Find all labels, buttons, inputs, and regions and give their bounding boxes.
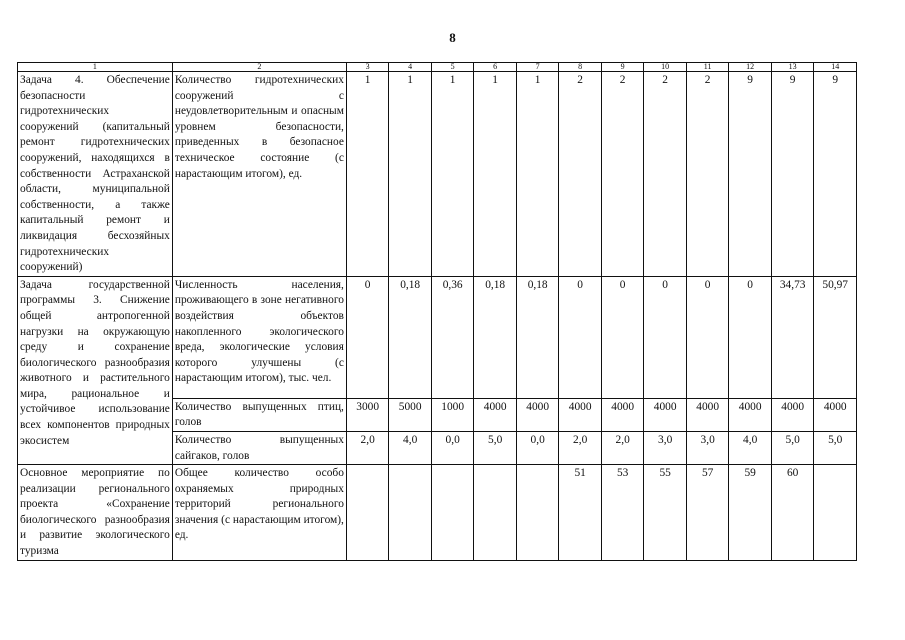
value-cell: 57: [686, 465, 729, 561]
value-cell: 1: [474, 72, 517, 277]
value-cell: 0: [729, 276, 772, 398]
value-cell: 59: [729, 465, 772, 561]
indicator-cell: Общее количество особо охраняемых природных территорий регионального значения (с нарастающим итогом), ед.: [172, 465, 346, 561]
column-number: 13: [771, 63, 814, 72]
table-row: [18, 276, 857, 398]
value-cell: 51: [559, 465, 602, 561]
value-cell: 50,97: [814, 276, 857, 398]
value-cell: 1: [346, 72, 389, 277]
indicator-cell: Количество выпущенных птиц, голов: [172, 398, 346, 431]
value-cell: 4000: [771, 398, 814, 431]
value-cell: 4000: [559, 398, 602, 431]
value-cell: [474, 465, 517, 561]
value-cell: 4000: [474, 398, 517, 431]
column-number: 3: [346, 63, 389, 72]
column-number: 7: [516, 63, 559, 72]
indicator-cell: Количество гидротехнических сооружений с неудовлетворительным и опасным уровнем безопасности, приведенных в безопасное техническое состояние (с нарастающим итогом), ед.: [172, 72, 346, 277]
value-cell: 1: [431, 72, 474, 277]
value-cell: 1: [516, 72, 559, 277]
value-cell: 2: [559, 72, 602, 277]
value-cell: 5,0: [771, 431, 814, 464]
value-cell: 3000: [346, 398, 389, 431]
value-cell: 60: [771, 465, 814, 561]
value-cell: [346, 465, 389, 561]
column-number: 12: [729, 63, 772, 72]
value-cell: [389, 465, 432, 561]
column-number: 11: [686, 63, 729, 72]
column-number: 10: [644, 63, 687, 72]
value-cell: 2: [644, 72, 687, 277]
value-cell: 0,0: [431, 431, 474, 464]
table-row: [18, 465, 857, 561]
value-cell: 4000: [729, 398, 772, 431]
value-cell: 0: [346, 276, 389, 398]
task-cell: Задача государственной программы 3. Снижение общей антропогенной нагрузки на окружающую среду и сохранение биологического разнообразия животного и растительного мира, рациональное и устойчивое использование всех компонентов природных экосистем: [18, 276, 173, 464]
indicators-table: [17, 62, 857, 561]
column-number: 8: [559, 63, 602, 72]
column-header-row: [18, 63, 857, 72]
value-cell: 2,0: [559, 431, 602, 464]
indicator-cell: Численность населения, проживающего в зоне негативного воздействия объектов накопленного экологического вреда, экологические условия которого улучшены (с нарастающим итогом), тыс. чел.: [172, 276, 346, 398]
value-cell: 0,36: [431, 276, 474, 398]
column-number: 6: [474, 63, 517, 72]
value-cell: 3,0: [686, 431, 729, 464]
value-cell: 2,0: [601, 431, 644, 464]
value-cell: 0,18: [516, 276, 559, 398]
value-cell: [516, 465, 559, 561]
column-number: 5: [431, 63, 474, 72]
value-cell: 9: [814, 72, 857, 277]
value-cell: 0,18: [389, 276, 432, 398]
column-number: 14: [814, 63, 857, 72]
value-cell: 4000: [516, 398, 559, 431]
page-number: 8: [449, 30, 456, 45]
value-cell: 4000: [814, 398, 857, 431]
value-cell: 3,0: [644, 431, 687, 464]
value-cell: 9: [771, 72, 814, 277]
value-cell: 0,0: [516, 431, 559, 464]
value-cell: 34,73: [771, 276, 814, 398]
column-number: 1: [18, 63, 173, 72]
value-cell: 53: [601, 465, 644, 561]
value-cell: [431, 465, 474, 561]
value-cell: 0: [686, 276, 729, 398]
column-number: 4: [389, 63, 432, 72]
value-cell: 1: [389, 72, 432, 277]
value-cell: 5000: [389, 398, 432, 431]
table-row: [18, 72, 857, 277]
value-cell: 2,0: [346, 431, 389, 464]
value-cell: 4000: [686, 398, 729, 431]
task-cell: Основное мероприятие по реализации регионального проекта «Сохранение биологического разнообразия и развитие экологического туризма: [18, 465, 173, 561]
value-cell: 4,0: [729, 431, 772, 464]
value-cell: 2: [601, 72, 644, 277]
task-cell: Задача 4. Обеспечение безопасности гидротехнических сооружений (капитальный ремонт гидротехнических сооружений, находящихся в собственности Астраханской области, муниципальной собственности, а также капитальный ремонт и ликвидация бесхозяйных гидротехнических сооружений): [18, 72, 173, 277]
value-cell: 0: [559, 276, 602, 398]
value-cell: 0,18: [474, 276, 517, 398]
value-cell: 0: [644, 276, 687, 398]
column-number: 2: [172, 63, 346, 72]
value-cell: 5,0: [814, 431, 857, 464]
value-cell: 4,0: [389, 431, 432, 464]
value-cell: 0: [601, 276, 644, 398]
indicator-cell: Количество выпущенных сайгаков, голов: [172, 431, 346, 464]
value-cell: 4000: [644, 398, 687, 431]
value-cell: 9: [729, 72, 772, 277]
value-cell: 5,0: [474, 431, 517, 464]
value-cell: 4000: [601, 398, 644, 431]
value-cell: [814, 465, 857, 561]
column-number: 9: [601, 63, 644, 72]
value-cell: 2: [686, 72, 729, 277]
value-cell: 1000: [431, 398, 474, 431]
value-cell: 55: [644, 465, 687, 561]
